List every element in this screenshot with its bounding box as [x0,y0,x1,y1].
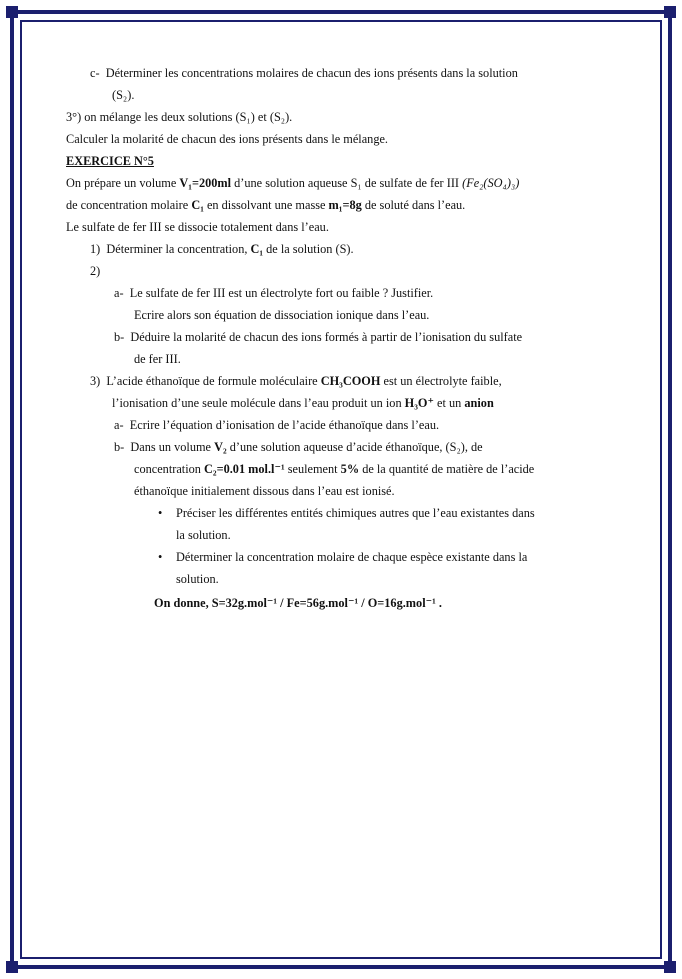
exercise-title: EXERCICE N°5 [66,154,154,168]
question-2b: b- Déduire la molarité de chacun des ions formés à partir de l’ionisation du sulfate [114,330,523,344]
bullet-dot-icon: • [158,506,163,520]
corner-ornament [6,6,18,18]
bullet-dot-icon: • [158,550,163,564]
bullet-1: • Préciser les différentes entités chimiques autres que l’eau existantes dans [66,502,620,524]
question-2b-line2: de fer III. [134,352,181,366]
question-2a: a- Le sulfate de fer III est un électrolyte fort ou faible ? Justifier. [114,286,434,300]
question-2a-line2: Ecrire alors son équation de dissociation ionique dans l’eau. [134,308,430,322]
question-3b: b- Dans un volume V₂ d’une solution aqueuse d’acide éthanoïque, (S₂), de [114,440,483,454]
question-1: 1) Déterminer la concentration, C₁ de la solution (S). [90,242,354,256]
question-3: 3) L’acide éthanoïque de formule moléculaire CH₃COOH est un électrolyte faible, [90,374,502,388]
bullet-2: • Déterminer la concentration molaire de chaque espèce existante dans la [66,546,620,568]
corner-ornament [664,961,676,973]
corner-ornament [664,6,676,18]
document-body [66,62,620,614]
question-2: 2) [90,264,101,278]
question-3b-line2: concentration C₂=0.01 mol.l⁻¹ seulement 5% de la quantité de matière de l’acide [134,462,535,476]
question-3-line2: l’ionisation d’une seule molécule dans l’eau produit un ion H₃O⁺ et un anion [112,396,494,410]
bullet-1-line2: la solution. [176,528,231,542]
question-3-mix: 3°) on mélange les deux solutions (S₁) et (S₂). [66,110,293,124]
question-3-mix-line2: Calculer la molarité de chacun des ions présents dans le mélange. [66,132,388,146]
intro-line2: de concentration molaire C₁ en dissolvant une masse m₁=8g de soluté dans l’eau. [66,198,466,212]
given-data: On donne, S=32g.mol⁻¹ / Fe=56g.mol⁻¹ / O=16g.mol⁻¹ . [154,596,442,610]
bullet-2-line2: solution. [176,572,219,586]
intro-line3: Le sulfate de fer III se dissocie totalement dans l’eau. [66,220,329,234]
intro-line1: On prépare un volume V₁=200ml d’une solution aqueuse S₁ de sulfate de fer III (Fe₂(SO₄)₃) [66,176,520,190]
item-c: c- Déterminer les concentrations molaires de chacun des ions présents dans la solution [90,66,518,80]
item-c-line2: (S₂). [112,88,135,102]
question-3a: a- Ecrire l’équation d’ionisation de l’acide éthanoïque dans l’eau. [114,418,440,432]
question-3b-line3: éthanoïque initialement dissous dans l’eau est ionisé. [134,484,395,498]
corner-ornament [6,961,18,973]
